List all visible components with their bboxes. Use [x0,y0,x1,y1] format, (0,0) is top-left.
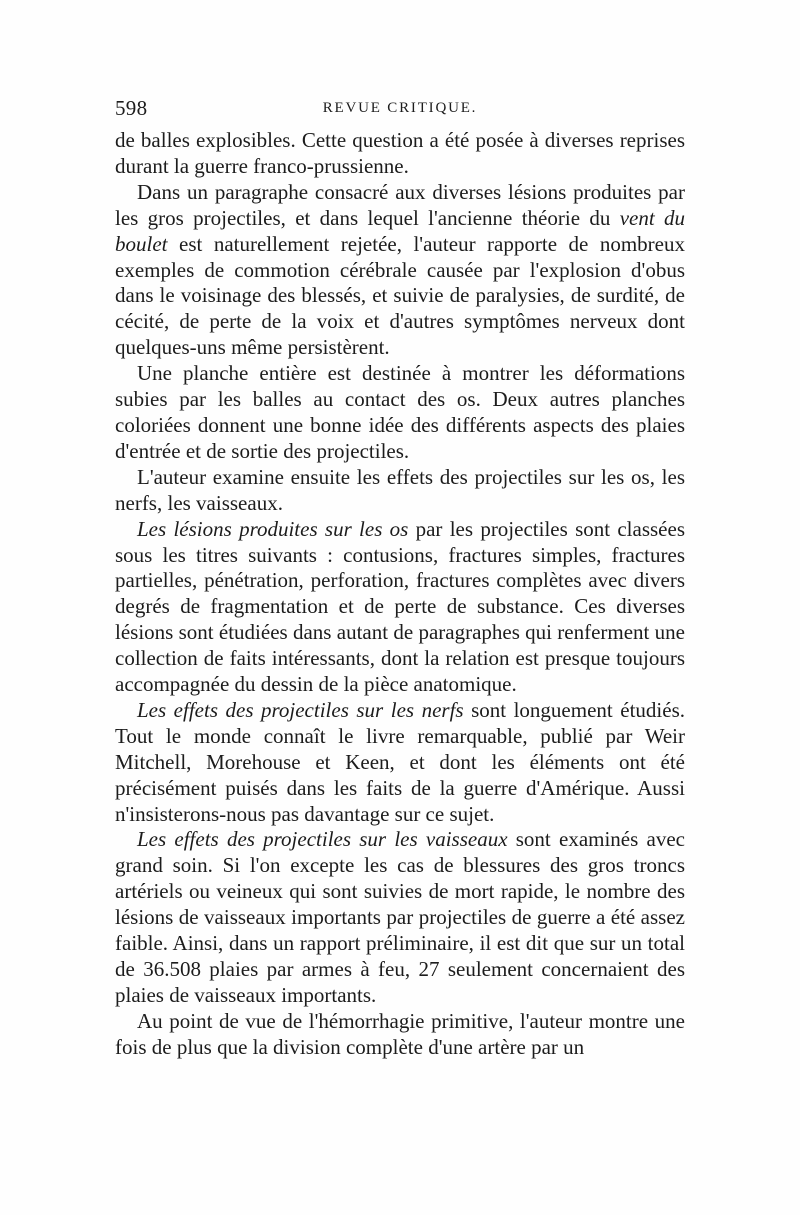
paragraph [115,698,685,828]
text-run: sont examinés avec grand soin. Si l'on excepte les cas de blessures des gros troncs artériels ou veineux qui sont suivies de mort rapide, le nombre des lésions de vaisseaux importants par projectiles de guerre a été assez faible. Ainsi, dans un rapport préliminaire, il est dit que sur un total de 36.508 plaies par armes à feu, 27 seulement concernaient des plaies de vaisseaux importants. [115,827,685,1007]
text-run: est naturellement rejetée, l'auteur rapporte de nombreux exemples de commotion cérébrale causée par l'explosion d'obus dans le voisinage des blessés, et suivie de paralysies, de surdité, de cécité, de perte de la voix et d'autres symptômes nerveux dont quelques-uns même persistèrent. [115,231,685,360]
text-run: par les projectiles sont classées sous les titres suivants : contusions, fractures simples, fractures partielles, pénétration, perforation, fractures complètes avec divers degrés de fragmentation et de perte de substance. Ces diverses lésions sont étudiées dans autant de paragraphes qui renferment une collection de faits intéressants, dont la relation est presque toujours accompagnée du dessin de la pièce anatomique. [115,516,685,697]
text-run: Dans un paragraphe consacré aux diverses lésions produites par les gros projectiles, et dans lequel l'ancienne théorie du [115,179,685,230]
paragraph [115,465,685,517]
italic-phrase: Les lésions produites sur les os [137,516,409,541]
paragraph [115,517,685,698]
body-text [115,128,685,1061]
paragraph [115,827,685,1008]
running-head [115,96,685,124]
text-run: sont longuement étudiés. Tout le monde connaît le livre remarquable, publié par Weir Mitchell, Morehouse et Keen, et dont les éléments ont été précisément puisés dans les faits de la guerre d'Amérique. Aussi n'insisterons-nous pas davantage sur ce sujet. [115,697,685,826]
text-run: Au point de vue de l'hémorrhagie primitive, l'auteur montre une fois de plus que la division complète d'une artère par un [115,1008,685,1059]
italic-phrase: Les effets des projectiles sur les nerfs [137,697,464,722]
paragraph [115,128,685,180]
paragraph [115,361,685,465]
running-title: REVUE CRITIQUE. [322,100,478,116]
text-run: de balles explosibles. Cette question a été posée à diverses reprises durant la guerre franco-prussienne. [115,128,685,178]
paragraph [115,180,685,361]
page-number: 598 [115,96,148,120]
text-run: Une planche entière est destinée à montrer les déformations subies par les balles au contact des os. Deux autres planches coloriées donnent une bonne idée des différents aspects des plaies d'entrée et de sortie des projectiles. [115,361,685,463]
paragraph [115,1009,685,1061]
italic-phrase: vent du boulet [115,205,685,256]
italic-phrase: Les effets des projectiles sur les vaisseaux [137,827,508,852]
text-run: L'auteur examine ensuite les effets des projectiles sur les os, les nerfs, les vaisseaux. [115,464,685,515]
